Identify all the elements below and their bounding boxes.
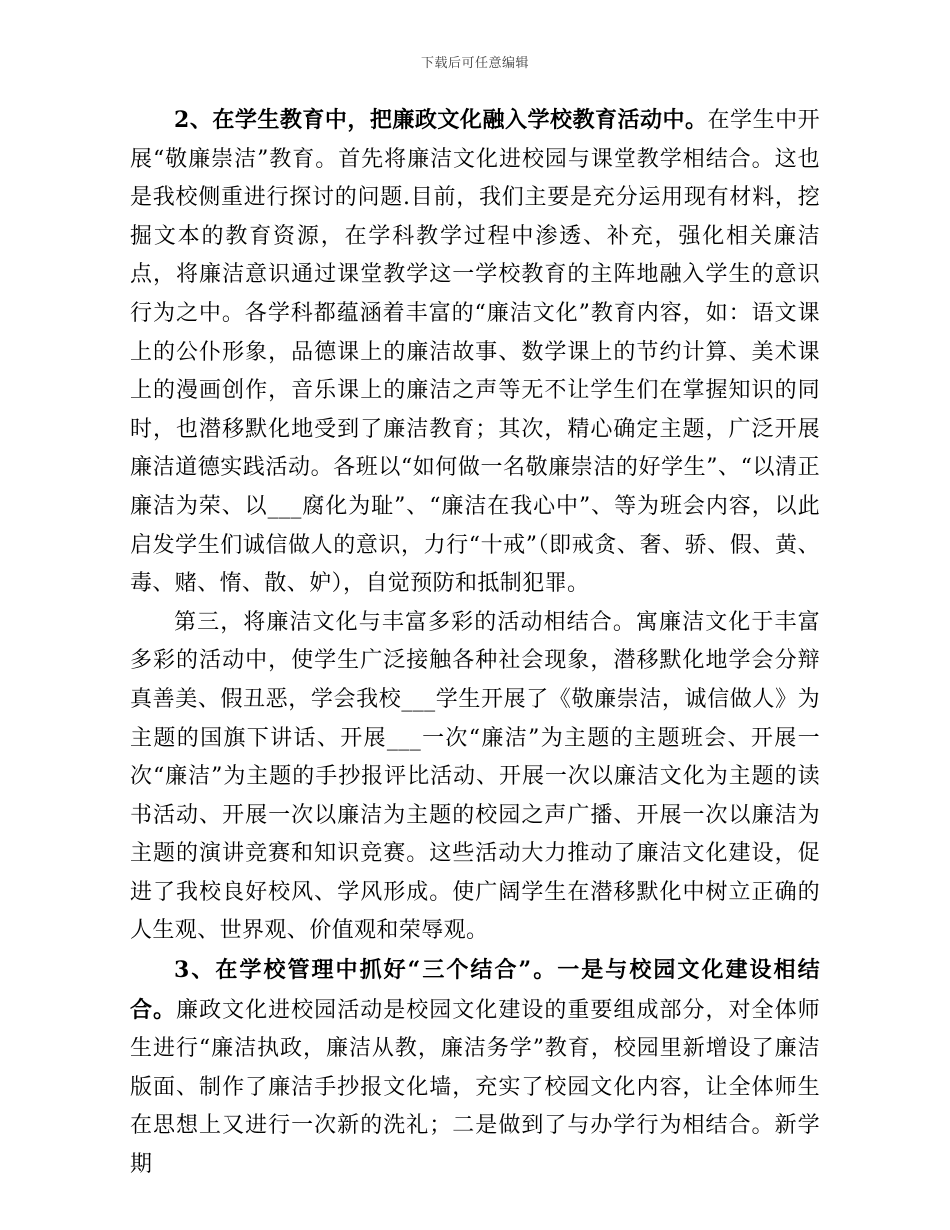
paragraph-body: 廉政文化进校园活动是校园文化建设的重要组成部分，对全体师生进行“廉洁执政，廉洁从教，廉洁务学”教育，校园里新增设了廉洁版面、制作了廉洁手抄报文化墙，充实了校园文化内容，让全体师生在思想上又进行一次新的洗礼；二是做到了与办学行为相结合。新学期 <box>130 997 820 1178</box>
paragraph-activities <box>130 604 820 951</box>
paragraph-lead: 2、在学生教育中，把廉政文化融入学校教育活动中。 <box>174 107 708 133</box>
paragraph-lead: 3、在学校管理中抓好“三个结合”。一是与校园文化建设相结合。 <box>130 957 820 1023</box>
document-content <box>130 101 820 1185</box>
paragraph-body: 在学生中开展“敬廉崇洁”教育。首先将廉洁文化进校园与课堂教学相结合。这也是我校侧重进行探讨的问题.目前，我们主要是充分运用现有材料，挖掘文本的教育资源，在学科教学过程中渗透、补充，强化相关廉洁点，将廉洁意识通过课堂教学这一学校教育的主阵地融入学生的意识行为之中。各学科都蕴涵着丰富的“廉洁文化”教育内容，如：语文课上的公仆形象，品德课上的廉洁故事、数学课上的节约计算、美术课上的漫画创作，音乐课上的廉洁之声等无不让学生们在掌握知识的同时，也潜移默化地受到了廉洁教育；其次，精心确定主题，广泛开展廉洁道德实践活动。各班以“如何做一名敬廉崇洁的好学生”、“以清正廉洁为荣、以___腐化为耻”、“廉洁在我心中”、等为班会内容，以此启发学生们诚信做人的意识，力行“十戒”（即戒贪、奢、骄、假、黄、毒、赌、惰、散、妒），自觉预防和抵制犯罪。 <box>130 108 820 597</box>
page-header-note: 下载后可任意编辑 <box>420 56 529 71</box>
paragraph-body: 第三，将廉洁文化与丰富多彩的活动相结合。寓廉洁文化于丰富多彩的活动中，使学生广泛接触各种社会现象，潜移默化地学会分辩真善美、假丑恶，学会我校___学生开展了《敬廉崇洁，诚信做人》为主题的国旗下讲话、开展___一次“廉洁”为主题的主题班会、开展一次“廉洁”为主题的手抄报评比活动、开展一次以廉洁文化为主题的读书活动、开展一次以廉洁为主题的校园之声广播、开展一次以廉洁为主题的演讲竞赛和知识竞赛。这些活动大力推动了廉洁文化建设，促进了我校良好校风、学风形成。使广阔学生在潜移默化中树立正确的人生观、世界观、价值观和荣辱观。 <box>130 609 820 944</box>
paragraph-school-management <box>130 951 820 1185</box>
paragraph-student-education <box>130 101 820 604</box>
